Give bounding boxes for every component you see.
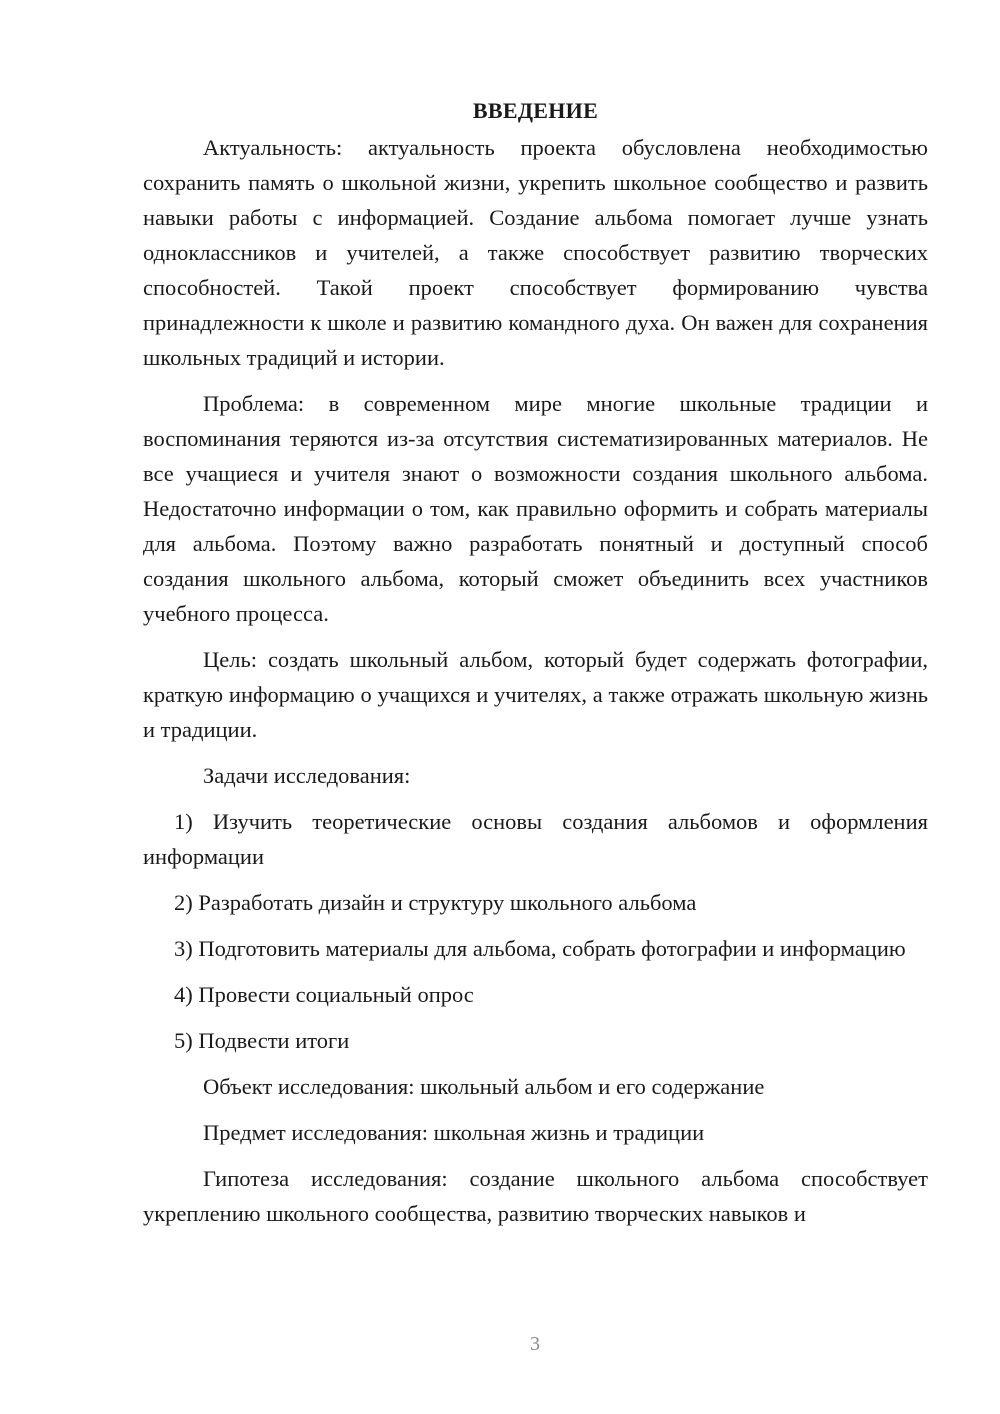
task-item-3: 3) Подготовить материалы для альбома, собрать фотографии и информацию (174, 936, 906, 961)
document-body (143, 96, 928, 1242)
task-item-1: 1) Изучить теоретические основы создания альбомов и оформления информации (143, 809, 928, 869)
paragraph-relevance: Актуальность: актуальность проекта обусловлена необходимостью сохранить память о школьной жизни, укрепить школьное сообщество и развить навыки работы с информацией. Создание альбома помогает лучше узнать одноклассников и учителей, а также способствует развитию творческих способностей. Такой проект способствует формированию чувства принадлежности к школе и развитию командного духа. Он важен для сохранения школьных традиций и истории. (143, 135, 928, 370)
page-number: 3 (530, 1333, 540, 1355)
paragraph-problem: Проблема: в современном мире многие школьные традиции и воспоминания теряются из-за отсутствия систематизированных материалов. Не все учащиеся и учителя знают о возможности создания школьного альбома. Недостаточно информации о том, как правильно оформить и собрать материалы для альбома. Поэтому важно разработать понятный и доступный способ создания школьного альбома, который сможет объединить всех участников учебного процесса. (143, 391, 928, 626)
paragraph-subject: Предмет исследования: школьная жизнь и традиции (203, 1120, 705, 1145)
paragraph-goal: Цель: создать школьный альбом, который будет содержать фотографии, краткую информацию о учащихся и учителях, а также отражать школьную жизнь и традиции. (143, 647, 928, 742)
tasks-heading: Задачи исследования: (203, 763, 411, 788)
paragraph-object: Объект исследования: школьный альбом и его содержание (203, 1074, 765, 1099)
task-item-2: 2) Разработать дизайн и структуру школьного альбома (174, 890, 697, 915)
task-item-5: 5) Подвести итоги (174, 1028, 350, 1053)
task-item-4: 4) Провести социальный опрос (174, 982, 474, 1007)
tasks-list (143, 804, 928, 1058)
paragraph-hypothesis: Гипотеза исследования: создание школьного альбома способствует укреплению школьного сообщества, развитию творческих навыков и (143, 1166, 928, 1226)
page-title: ВВЕДЕНИЕ (472, 98, 599, 123)
